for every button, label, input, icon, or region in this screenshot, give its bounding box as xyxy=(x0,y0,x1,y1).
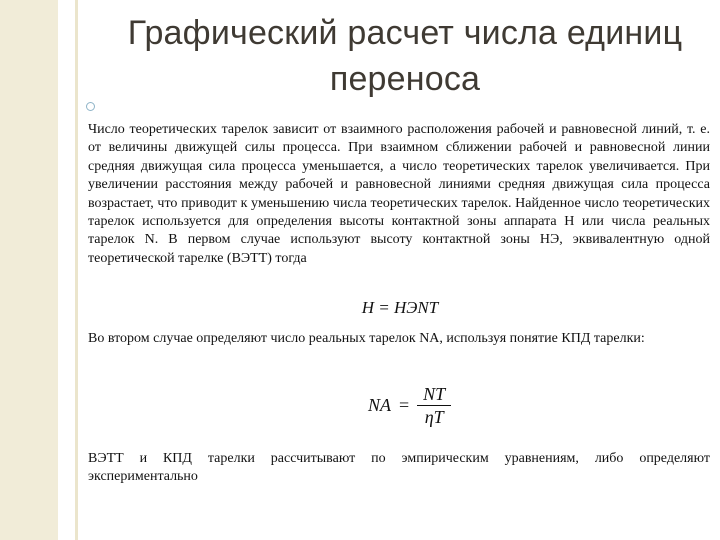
formula-height: H = HЭNT xyxy=(361,298,439,317)
formula-lhs: NA xyxy=(368,395,392,415)
paragraph-conclusion: ВЭТТ и КПД тарелки рассчитывают по эмпирическим уравнениям, либо определяют экспериментально xyxy=(88,451,710,485)
formula-equals: = xyxy=(399,395,410,415)
formula-denominator: ηT xyxy=(424,407,444,427)
slide-title: Графический расчет числа единиц переноса xyxy=(127,14,683,98)
formula-numerator: NT xyxy=(423,384,446,404)
paragraph-theoretical-plates: Число теоретических тарелок зависит от взаимного расположения рабочей и равновесной линий, т. е. от величины движущей силы процесса. При взаимном сближении рабочей и равновесной линии средняя движущая сила процесса уменьшается, а число теоретических тарелок увеличивается. При увеличении расстояния между рабочей и равновесной линиями средняя движущая сила процесса возрастает, что приводит к уменьшению числа теоретических тарелок. Найденное число теоретических тарелок используется для определения высоты контактной зоны аппарата Н или числа реальных тарелок N. В первом случае используют высоту контактной зоны НЭ, эквивалентную одной теоретической тарелке (ВЭТТ) тогда xyxy=(88,122,710,266)
paragraph-real-plates: Во втором случае определяют число реальных тарелок NA, используя понятие КПД тарелки: xyxy=(88,331,645,346)
decorative-rule xyxy=(75,0,78,540)
formula-fraction xyxy=(417,383,451,428)
bullet-circle-icon xyxy=(86,102,95,111)
formula-real-plates xyxy=(368,383,451,428)
decorative-sidebar xyxy=(0,0,58,540)
